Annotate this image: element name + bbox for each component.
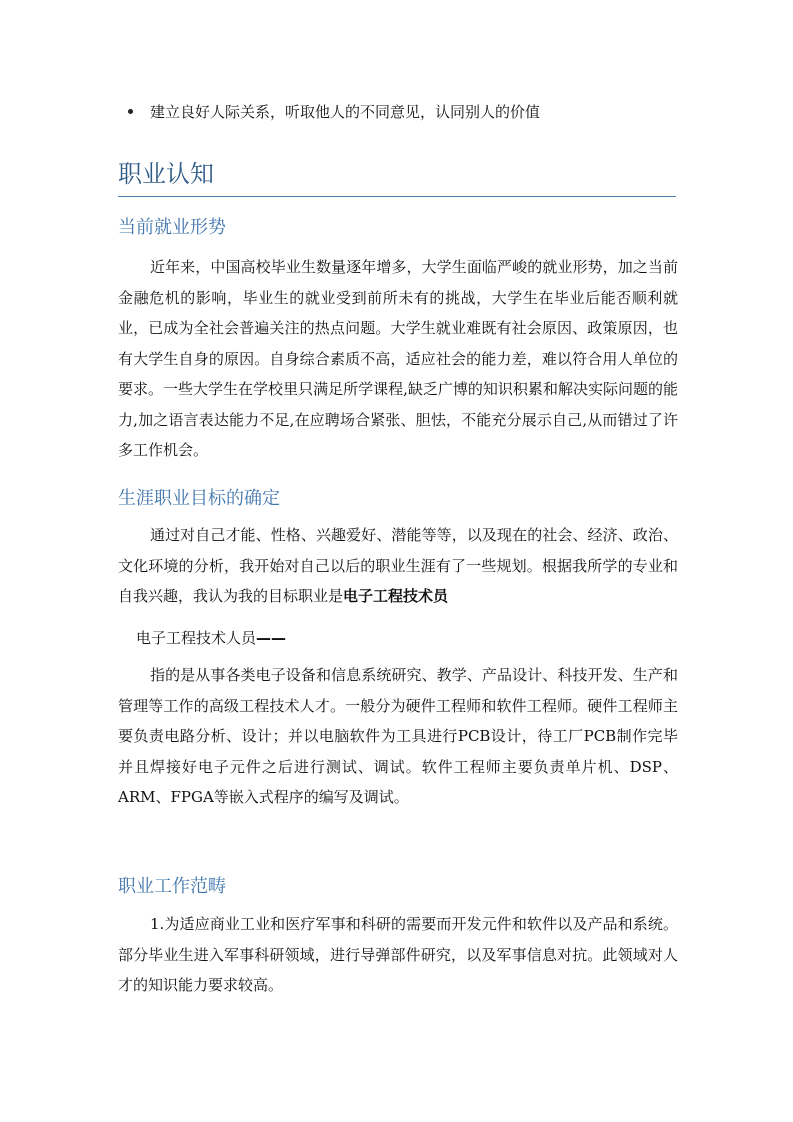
paragraph-work-scope: 1.为适应商业工业和医疗军事和科研的需要而开发元件和软件以及产品和系统。部分毕业生进入军事科研领域，进行导弹部件研究，以及军事信息对抗。此领域对人才的知识能力要求较高。 <box>118 915 678 994</box>
subheading-work-scope: 职业工作范畴 <box>118 876 226 897</box>
section-heading-career-cognition: 职业认知 <box>118 160 214 188</box>
bullet-dot-icon <box>128 109 133 114</box>
bullet-text: 建立良好人际关系，听取他人的不同意见，认同别人的价值 <box>150 103 541 121</box>
goal-target-job: 电子工程技术员 <box>343 587 449 605</box>
heading-divider <box>118 196 676 197</box>
paragraph-role-description: 指的是从事各类电子设备和信息系统研究、教学、产品设计、科技开发、生产和管理等工作的高级工程技术人才。一般分为硬件工程师和软件工程师。硬件工程师主要负责电路分析、设计；并以电脑软件为工具进行PCB设计，待工厂PCB制作完毕并且焊接好电子元件之后进行测试、调试。软件工程师主要负责单片机、DSP、ARM、FPGA等嵌入式程序的编写及调试。 <box>118 666 678 806</box>
bullet-item <box>128 100 540 124</box>
paragraph-career-goal <box>118 520 678 612</box>
role-dash: —— <box>256 629 287 647</box>
subheading-career-goal: 生涯职业目标的确定 <box>118 488 280 509</box>
goal-text: 通过对自己才能、性格、兴趣爱好、潜能等等，以及现在的社会、经济、政治、文化环境的分析，我开始对自己以后的职业生涯有了一些规划。根据我所学的专业和自我兴趣，我认为我的目标职业是 <box>118 526 678 605</box>
subheading-employment-situation: 当前就业形势 <box>118 217 226 238</box>
paragraph-employment-situation: 近年来，中国高校毕业生数量逐年增多，大学生面临严峻的就业形势，加之当前金融危机的影响，毕业生的就业受到前所未有的挑战，大学生在毕业后能否顺利就业，已成为全社会普遍关注的热点问题。大学生就业难既有社会原因、政策原因，也有大学生自身的原因。自身综合素质不高，适应社会的能力差，难以符合用人单位的要求。一些大学生在学校里只满足所学课程,缺乏广博的知识积累和解决实际问题的能力,加之语言表达能力不足,在应聘场合紧张、胆怯，不能充分展示自己,从而错过了许多工作机会。 <box>118 258 678 459</box>
role-title-line <box>136 625 286 651</box>
role-label: 电子工程技术人员 <box>136 629 257 647</box>
